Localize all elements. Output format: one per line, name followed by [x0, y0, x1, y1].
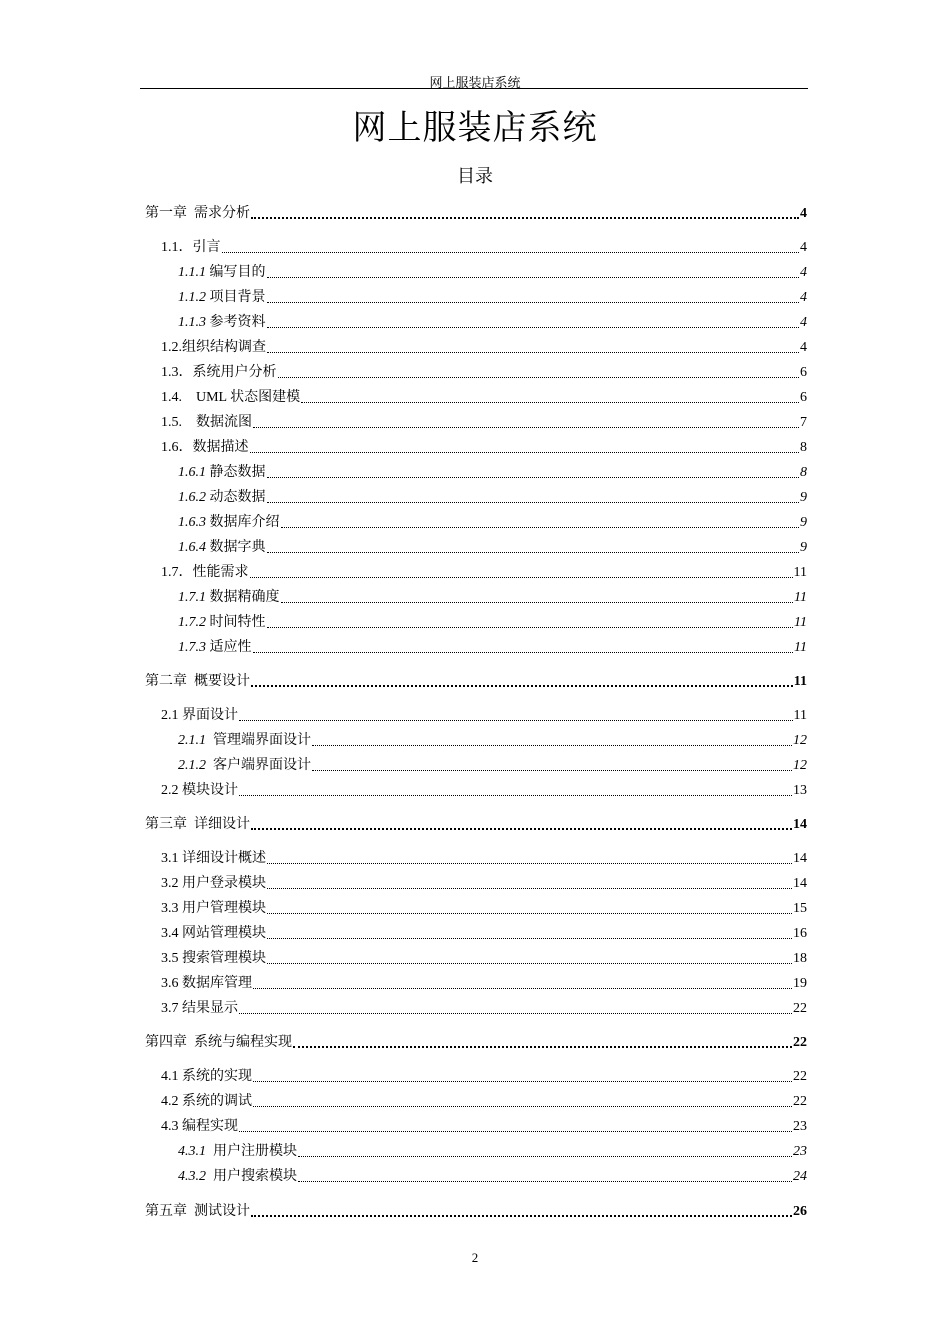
toc-entry-label	[161, 414, 252, 432]
toc-entry-label	[178, 489, 266, 507]
toc-entry[interactable]	[161, 875, 807, 893]
toc-entry[interactable]	[178, 264, 807, 282]
dot-leader	[267, 352, 799, 353]
toc-entry-label	[178, 1168, 297, 1186]
toc-entry[interactable]	[161, 850, 807, 868]
toc-entry-number: 1.1.1	[178, 265, 210, 280]
toc-entry-label	[178, 464, 266, 482]
toc-entry-label	[178, 732, 311, 750]
dot-leader	[253, 988, 792, 989]
dot-leader	[251, 1215, 792, 1217]
toc-entry-page: 19	[793, 976, 807, 991]
toc-entry-text: 数据精确度	[209, 590, 280, 605]
toc-entry-number: 3.5 搜索管理模块	[161, 951, 266, 966]
toc-entry-number: 4.3 编程实现	[161, 1119, 238, 1134]
toc-entry-label	[145, 816, 250, 834]
toc-entry-page: 4	[800, 240, 807, 255]
dot-leader	[267, 477, 800, 478]
toc-entry[interactable]	[178, 1143, 807, 1161]
toc-entry-page: 6	[800, 365, 807, 380]
toc-entry-page: 11	[793, 565, 807, 580]
toc-entry-number: 第二章 概要设计	[145, 674, 250, 689]
toc-entry[interactable]	[161, 439, 807, 457]
toc-entry-page: 4	[800, 290, 807, 305]
toc-entry[interactable]	[178, 732, 807, 750]
toc-entry-page: 14	[793, 817, 807, 832]
toc-entry-page: 13	[793, 783, 807, 798]
toc-entry-number: 2.1 界面设计	[161, 708, 238, 723]
toc-entry[interactable]	[161, 950, 807, 968]
toc-entry-number: 3.3 用户管理模块	[161, 901, 266, 916]
toc-entry[interactable]	[161, 1118, 807, 1136]
toc-entry-page: 12	[793, 733, 807, 748]
toc-entry-number: 1.2.组织结构调查	[161, 340, 266, 355]
dot-leader	[253, 1081, 792, 1082]
dot-leader	[239, 1131, 792, 1132]
toc-entry-label	[178, 757, 311, 775]
dot-leader	[301, 402, 799, 403]
toc-entry-label	[145, 1034, 292, 1052]
toc-entry-number: 1.6.3	[178, 515, 210, 530]
toc-entry-label	[161, 339, 266, 357]
toc-entry[interactable]	[145, 205, 807, 223]
toc-entry-label	[145, 673, 250, 691]
toc-entry-page: 14	[793, 876, 807, 891]
toc-entry-number: 1.3．系统用户分析	[161, 365, 277, 380]
dot-leader	[253, 1106, 792, 1107]
toc-entry-label	[178, 539, 266, 557]
toc-entry[interactable]	[145, 1203, 807, 1221]
toc-entry-page: 4	[800, 206, 807, 221]
toc-entry-label	[161, 707, 238, 725]
toc-entry[interactable]	[161, 782, 807, 800]
toc-entry-page: 22	[793, 1069, 807, 1084]
toc-entry-label	[178, 614, 266, 632]
dot-leader	[267, 502, 800, 503]
dot-leader	[250, 452, 800, 453]
toc-entry-number: 4.2 系统的调试	[161, 1094, 252, 1109]
toc-entry-label	[178, 639, 252, 657]
dot-leader	[267, 302, 800, 303]
toc-entry-text: 适应性	[209, 640, 252, 655]
dot-leader	[293, 1046, 792, 1048]
dot-leader	[251, 217, 799, 219]
toc-entry-number: 第四章 系统与编程实现	[145, 1035, 292, 1050]
toc-entry-page: 11	[793, 674, 807, 689]
dot-leader	[267, 552, 800, 553]
toc-entry-text: 动态数据	[209, 490, 266, 505]
toc-entry-page: 22	[793, 1094, 807, 1109]
toc-entry-page: 11	[794, 640, 807, 655]
toc-entry-page: 22	[793, 1035, 807, 1050]
toc-entry[interactable]	[161, 1068, 807, 1086]
toc-entry-number: 1.6.2	[178, 490, 210, 505]
toc-entry[interactable]	[161, 414, 807, 432]
toc-entry-label	[161, 875, 266, 893]
toc-entry-label	[145, 205, 250, 223]
dot-leader	[250, 577, 793, 578]
toc-entry[interactable]	[178, 1168, 807, 1186]
toc-entry-number: 3.6 数据库管理	[161, 976, 252, 991]
toc-entry[interactable]	[161, 900, 807, 918]
toc-entry[interactable]	[178, 489, 807, 507]
dot-leader	[239, 720, 793, 721]
toc-entry-number: 第三章 详细设计	[145, 817, 250, 832]
toc-entry-label	[161, 364, 277, 382]
toc-entry-label	[161, 950, 266, 968]
dot-leader	[267, 888, 792, 889]
toc-entry-number: 1.7.2	[178, 615, 210, 630]
toc-entry-label	[161, 1118, 238, 1136]
toc-entry-text: 用户搜索模块	[213, 1169, 297, 1184]
toc-entry-page: 9	[800, 515, 807, 530]
toc-entry-page: 9	[800, 540, 807, 555]
toc-entry-page: 16	[793, 926, 807, 941]
dot-leader	[239, 795, 792, 796]
dot-leader	[253, 427, 799, 428]
toc-entry-page: 4	[800, 315, 807, 330]
toc-entry[interactable]	[161, 239, 807, 257]
toc-entry-page: 9	[800, 490, 807, 505]
dot-leader	[298, 1156, 792, 1157]
toc-entry-number: 1.1.3	[178, 315, 210, 330]
dot-leader	[253, 652, 794, 653]
toc-entry-page: 18	[793, 951, 807, 966]
toc-entry[interactable]	[178, 514, 807, 532]
toc-entry-label	[178, 264, 266, 282]
toc-entry[interactable]	[161, 364, 807, 382]
dot-leader	[267, 277, 800, 278]
toc-entry-page: 11	[794, 615, 807, 630]
toc-entry-number: 4.3.2	[178, 1169, 213, 1184]
toc-entry-number: 4.3.1	[178, 1144, 213, 1159]
dot-leader	[267, 627, 794, 628]
toc-entry-number: 2.2 模块设计	[161, 783, 238, 798]
toc-entry-number: 1.7.3	[178, 640, 210, 655]
toc-entry-number: 1.6．数据描述	[161, 440, 249, 455]
dot-leader	[239, 1013, 792, 1014]
toc-entry-label	[161, 389, 300, 407]
toc-entry-label	[161, 975, 252, 993]
document-title: 网上服装店系统	[352, 110, 598, 147]
toc-entry-label	[178, 589, 280, 607]
toc-entry-page: 15	[793, 901, 807, 916]
toc-entry-page: 8	[800, 440, 807, 455]
toc-entry-page: 8	[800, 465, 807, 480]
dot-leader	[251, 828, 792, 830]
toc-entry-number: 1.7.1	[178, 590, 210, 605]
toc-entry-label	[161, 1000, 238, 1018]
dot-leader	[298, 1181, 792, 1182]
toc-entry-page: 22	[793, 1001, 807, 1016]
toc-entry-page: 24	[793, 1169, 807, 1184]
toc-entry-number: 1.6.1	[178, 465, 210, 480]
toc-entry[interactable]	[178, 289, 807, 307]
toc-entry-label	[178, 514, 280, 532]
toc-entry-text: 用户注册模块	[213, 1144, 297, 1159]
toc-entry-page: 11	[793, 708, 807, 723]
toc-entry-text: 编写目的	[209, 265, 266, 280]
dot-leader	[278, 377, 800, 378]
toc-entry-number: 1.1．引言	[161, 240, 221, 255]
toc-entry-text: 客户端界面设计	[213, 758, 311, 773]
toc-entry-label	[161, 1068, 252, 1086]
toc-entry-label	[161, 850, 266, 868]
dot-leader	[267, 963, 792, 964]
toc-entry-page: 4	[800, 265, 807, 280]
toc-entry-number: 1.1.2	[178, 290, 210, 305]
toc-entry-page: 4	[800, 340, 807, 355]
toc-entry-text: 参考资料	[209, 315, 266, 330]
dot-leader	[281, 602, 794, 603]
toc-entry-label	[178, 314, 266, 332]
toc-entry-number: 1.4. UML 状态图建模	[161, 390, 301, 405]
toc-entry-number: 2.1.2	[178, 758, 213, 773]
toc-entry-number: 3.2 用户登录模块	[161, 876, 266, 891]
dot-leader	[312, 770, 792, 771]
dot-leader	[222, 252, 800, 253]
toc-entry-label	[161, 439, 249, 457]
toc-entry-number: 4.1 系统的实现	[161, 1069, 252, 1084]
toc-entry-number: 第五章 测试设计	[145, 1204, 250, 1219]
toc-entry-label	[161, 239, 221, 257]
toc-entry-number: 3.7 结果显示	[161, 1001, 238, 1016]
toc-entry-number: 2.1.1	[178, 733, 213, 748]
toc-entry-page: 6	[800, 390, 807, 405]
toc-entry[interactable]	[178, 757, 807, 775]
toc-entry[interactable]	[178, 639, 807, 657]
dot-leader	[281, 527, 800, 528]
toc-entry[interactable]	[161, 1093, 807, 1111]
toc-entry[interactable]	[178, 614, 807, 632]
toc-entry-label	[161, 900, 266, 918]
toc-entry-label	[178, 289, 266, 307]
toc-entry-page: 12	[793, 758, 807, 773]
toc-entry-number: 1.6.4	[178, 540, 210, 555]
toc-entry-number: 3.4 网站管理模块	[161, 926, 266, 941]
toc-heading: 目录	[457, 166, 493, 186]
toc-entry[interactable]	[161, 564, 807, 582]
toc-entry-label	[161, 564, 249, 582]
toc-entry[interactable]	[161, 707, 807, 725]
toc-entry[interactable]	[145, 673, 807, 691]
running-header: 网上服装店系统	[429, 75, 521, 90]
toc-entry[interactable]	[145, 1034, 807, 1052]
dot-leader	[312, 745, 792, 746]
toc-entry[interactable]	[161, 975, 807, 993]
toc-entry-text: 时间特性	[209, 615, 266, 630]
toc-entry-text: 管理端界面设计	[213, 733, 311, 748]
toc-entry-text: 项目背景	[209, 290, 266, 305]
dot-leader	[267, 938, 792, 939]
dot-leader	[267, 327, 800, 328]
toc-entry-number: 3.1 详细设计概述	[161, 851, 266, 866]
toc-entry-label	[178, 1143, 297, 1161]
toc-entry-page: 14	[793, 851, 807, 866]
toc-entry-text: 数据库介绍	[209, 515, 280, 530]
toc-entry-label	[145, 1203, 250, 1221]
dot-leader	[267, 913, 792, 914]
toc-entry-page: 11	[794, 590, 807, 605]
toc-entry[interactable]	[178, 464, 807, 482]
toc-entry-number: 1.5. 数据流图	[161, 415, 252, 430]
toc-entry[interactable]	[178, 589, 807, 607]
toc-entry[interactable]	[161, 389, 807, 407]
toc-entry-page: 23	[793, 1144, 807, 1159]
toc-entry-label	[161, 1093, 252, 1111]
dot-leader	[267, 863, 792, 864]
page-number: 2	[471, 1250, 479, 1265]
toc-entry[interactable]	[178, 539, 807, 557]
toc-entry[interactable]	[161, 925, 807, 943]
toc-entry[interactable]	[178, 314, 807, 332]
toc-entry-label	[161, 782, 238, 800]
toc-entry-page: 23	[793, 1119, 807, 1134]
toc-entry[interactable]	[145, 816, 807, 834]
toc-entry[interactable]	[161, 339, 807, 357]
toc-entry-page: 26	[793, 1204, 807, 1219]
toc-entry[interactable]	[161, 1000, 807, 1018]
toc-entry-text: 静态数据	[209, 465, 266, 480]
toc-entry-number: 1.7．性能需求	[161, 565, 249, 580]
toc-entry-page: 7	[800, 415, 807, 430]
dot-leader	[251, 685, 793, 687]
toc-entry-text: 数据字典	[209, 540, 266, 555]
toc-entry-number: 第一章 需求分析	[145, 206, 250, 221]
toc-entry-label	[161, 925, 266, 943]
